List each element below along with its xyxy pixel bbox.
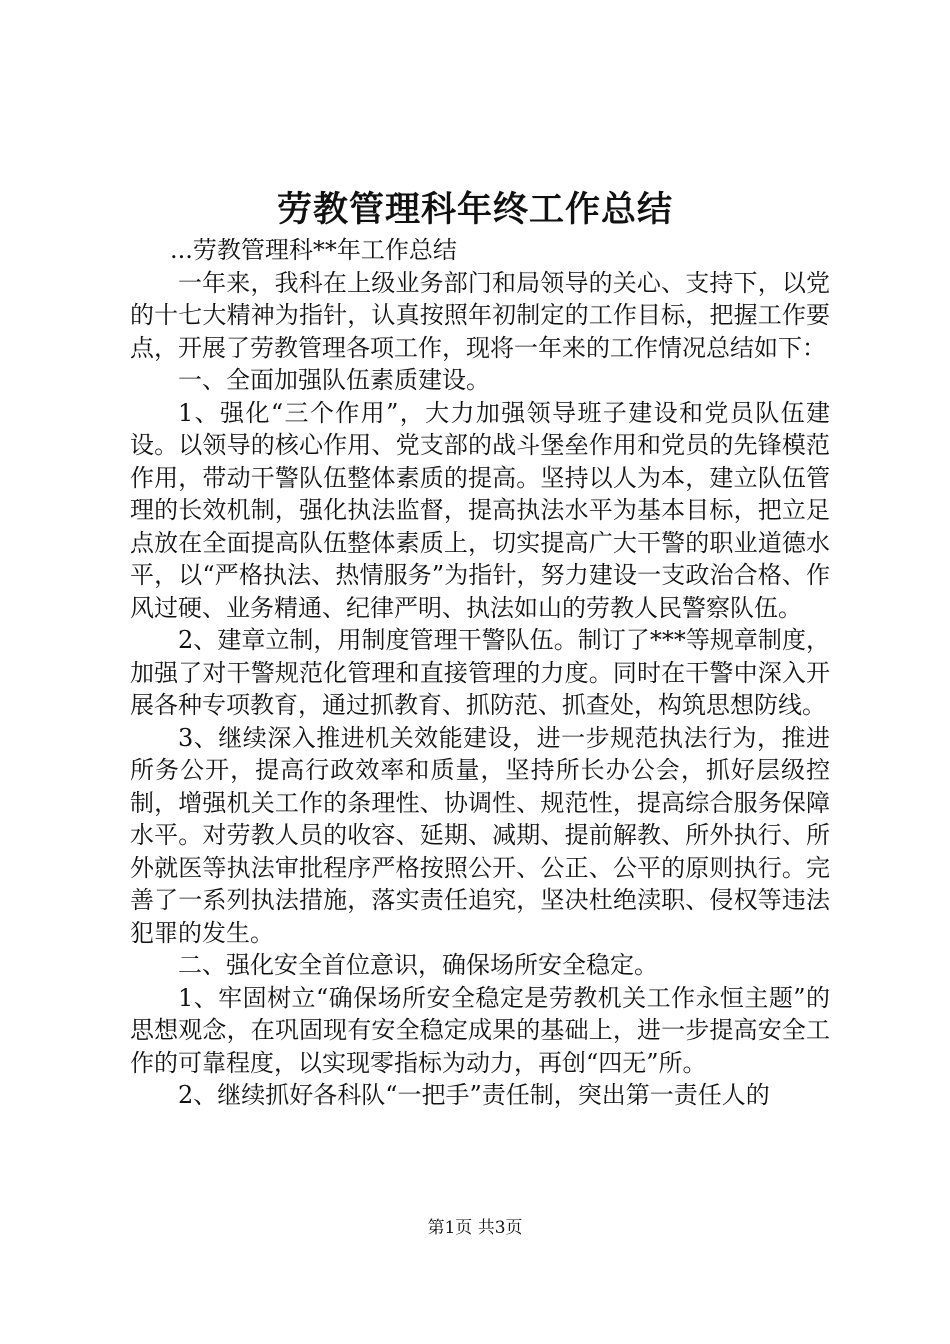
paragraph-intro: 一年来，我科在上级业务部门和局领导的关心、支持下，以党的十七大精神为指针，认真按照年初制定的工作目标，把握工作要点，开展了劳教管理各项工作，现将一年来的工作情况总结如下： [130,268,830,362]
section-heading-1: 一、全面加强队伍素质建设。 [178,366,490,394]
paragraph-2-1: 1、牢固树立“确保场所安全稳定是劳教机关工作永恒主题”的思想观念，在巩固现有安全稳定成果的基础上，进一步提高安全工作的可靠程度，以实现零指标为动力，再创“四无”所。 [130,983,830,1077]
paragraph-1-3: 3、继续深入推进机关效能建设，进一步规范执法行为，推进所务公开，提高行政效率和质量，坚持所长办公会，抓好层级控制，增强机关工作的条理性、协调性、规范性，提高综合服务保障水平。对劳教人员的收容、延期、减期、提前解教、所外执行、所外就医等执法审批程序严格按照公开、公正、公平的原则执行。完善了一系列执法措施，落实责任追究，坚决杜绝渎职、侵权等违法犯罪的发生。 [130,723,830,947]
section-heading-2: 二、强化安全首位意识，确保场所安全稳定。 [178,951,658,979]
paragraph-1-2: 2、建章立制，用制度管理干警队伍。制订了***等规章制度，加强了对干警规范化管理和直接管理的力度。同时在干警中深入开展各种专项教育，通过抓教育、抓防范、抓查处，构筑思想防线。 [130,626,830,719]
document-subtitle: ...劳教管理科**年工作总结 [170,236,457,264]
page-number-footer: 第1页 共3页 [427,1218,523,1238]
document-body [130,234,830,1112]
paragraph-1-1: 1、强化“三个作用”，大力加强领导班子建设和党员队伍建设。以领导的核心作用、党支部的战斗堡垒作用和党员的先锋模范作用，带动干警队伍整体素质的提高。坚持以人为本，建立队伍管理的长效机制，强化执法监督，提高执法水平为基本目标，把立足点放在全面提高队伍整体素质上，切实提高广大干警的职业道德水平，以“严格执法、热情服务”为指针，努力建设一支政治合格、作风过硬、业务精通、纪律严明、执法如山的劳教人民警察队伍。 [130,398,830,622]
document-title: 劳教管理科年终工作总结 [276,189,673,230]
paragraph-2-2: 2、继续抓好各科队“一把手”责任制，突出第一责任人的 [178,1081,770,1109]
